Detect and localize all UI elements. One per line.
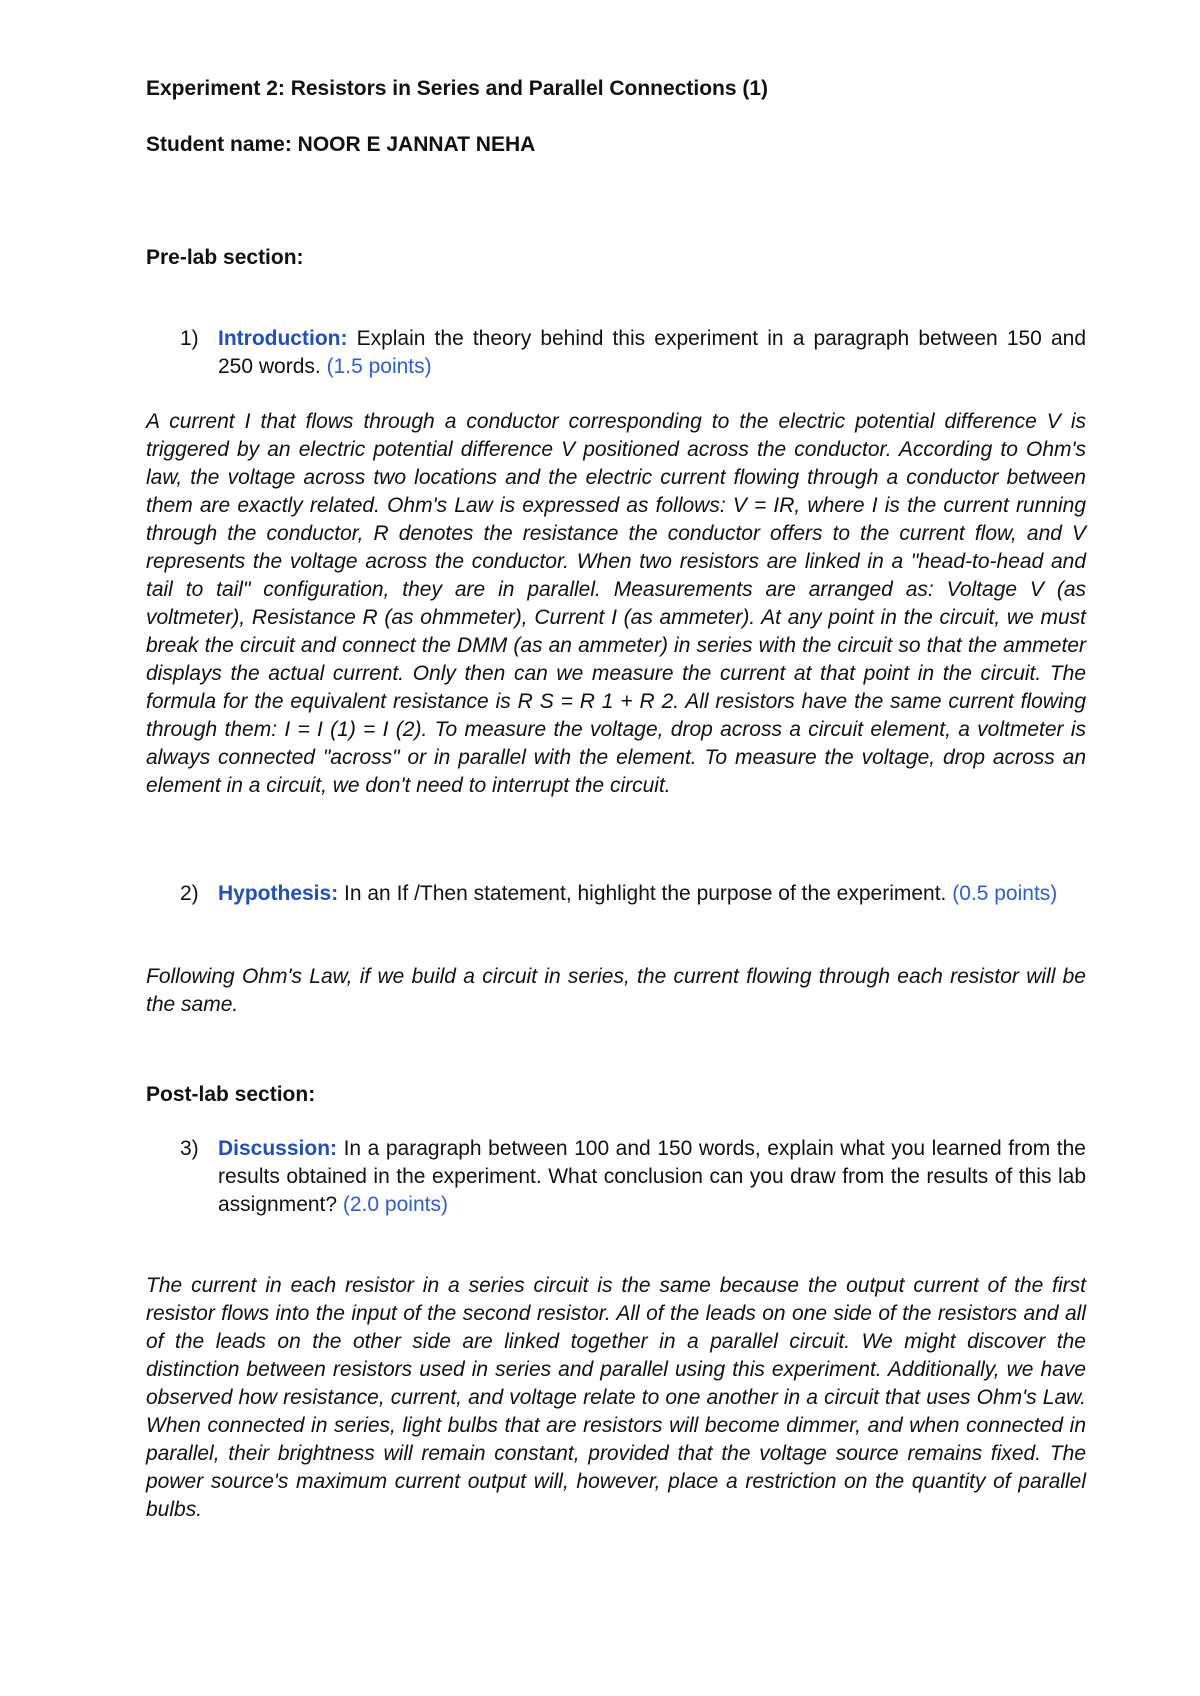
answer-introduction: A current I that flows through a conductor corresponding to the electric potential difference V is triggered by an electric potential difference V positioned across the conductor. According to Ohm's law, the voltage across two locations and the electric current flowing through a conductor between them are exactly related. Ohm's Law is expressed as follows: V = IR, where I is the current running through the conductor, R denotes the resistance the conductor offers to the current flow, and V represents the voltage across the conductor. When two resistors are linked in a "head-to-head and tail to tail" configuration, they are in parallel. Measurements are arranged as: Voltage V (as voltmeter), Resistance R (as ohmmeter), Current I (as ammeter). At any point in the circuit, we must break the circuit and connect the DMM (as an ammeter) in series with the circuit so that the ammeter displays the actual current. Only then can we measure the current at that point in the circuit. The formula for the equivalent resistance is R S = R 1 + R 2. All resistors have the same current flowing through them: I = I (1) = I (2). To measure the voltage, drop across a circuit element, a voltmeter is always connected "across" or in parallel with the element. To measure the voltage, drop across an element in a circuit, we don't need to interrupt the circuit. xyxy=(146,410,1086,797)
document-title: Experiment 2: Resistors in Series and Parallel Connections (1) xyxy=(146,77,769,100)
question-points: (0.5 points) xyxy=(952,882,1058,905)
question-number: 2) xyxy=(180,882,199,905)
question-number: 3) xyxy=(180,1137,199,1160)
question-label: Introduction: xyxy=(218,327,348,350)
answer-discussion: The current in each resistor in a series circuit is the same because the output current of the first resistor flows into the input of the second resistor. All of the leads on one side of the resistors and all of the leads on the other side are linked together in a parallel circuit. We might discover the distinction between resistors used in series and parallel using this experiment. Additionally, we have observed how resistance, current, and voltage relate to one another in a circuit that uses Ohm's Law. When connected in series, light bulbs that are resistors will become dimmer, and when connected in parallel, their brightness will remain constant, provided that the voltage source remains fixed. The power source's maximum current output will, however, place a restriction on the quantity of parallel bulbs. xyxy=(146,1274,1086,1521)
question-points: (1.5 points) xyxy=(326,355,432,378)
postlab-heading: Post-lab section: xyxy=(146,1083,316,1106)
question-hypothesis xyxy=(146,880,1086,908)
question-label: Hypothesis: xyxy=(218,882,339,905)
question-points: (2.0 points) xyxy=(342,1193,448,1216)
answer-hypothesis: Following Ohm's Law, if we build a circuit in series, the current flowing through each resistor will be the same. xyxy=(146,965,1086,1016)
question-introduction xyxy=(146,325,1086,381)
student-name: Student name: NOOR E JANNAT NEHA xyxy=(146,133,536,156)
prelab-heading: Pre-lab section: xyxy=(146,246,304,269)
question-number: 1) xyxy=(180,327,199,350)
question-text: In a paragraph between 100 and 150 words, explain what you learned from the results obtained in the experiment. What conclusion can you draw from the results of this lab assignment? xyxy=(218,1137,1086,1216)
question-discussion xyxy=(146,1135,1086,1219)
question-body xyxy=(218,325,1086,381)
question-text: Explain the theory behind this experiment in a paragraph between 150 and 250 words. xyxy=(218,327,1086,378)
question-body xyxy=(218,880,1086,908)
question-text: In an If /Then statement, highlight the purpose of the experiment. xyxy=(338,882,953,905)
question-body xyxy=(218,1135,1086,1219)
question-label: Discussion: xyxy=(218,1137,338,1160)
